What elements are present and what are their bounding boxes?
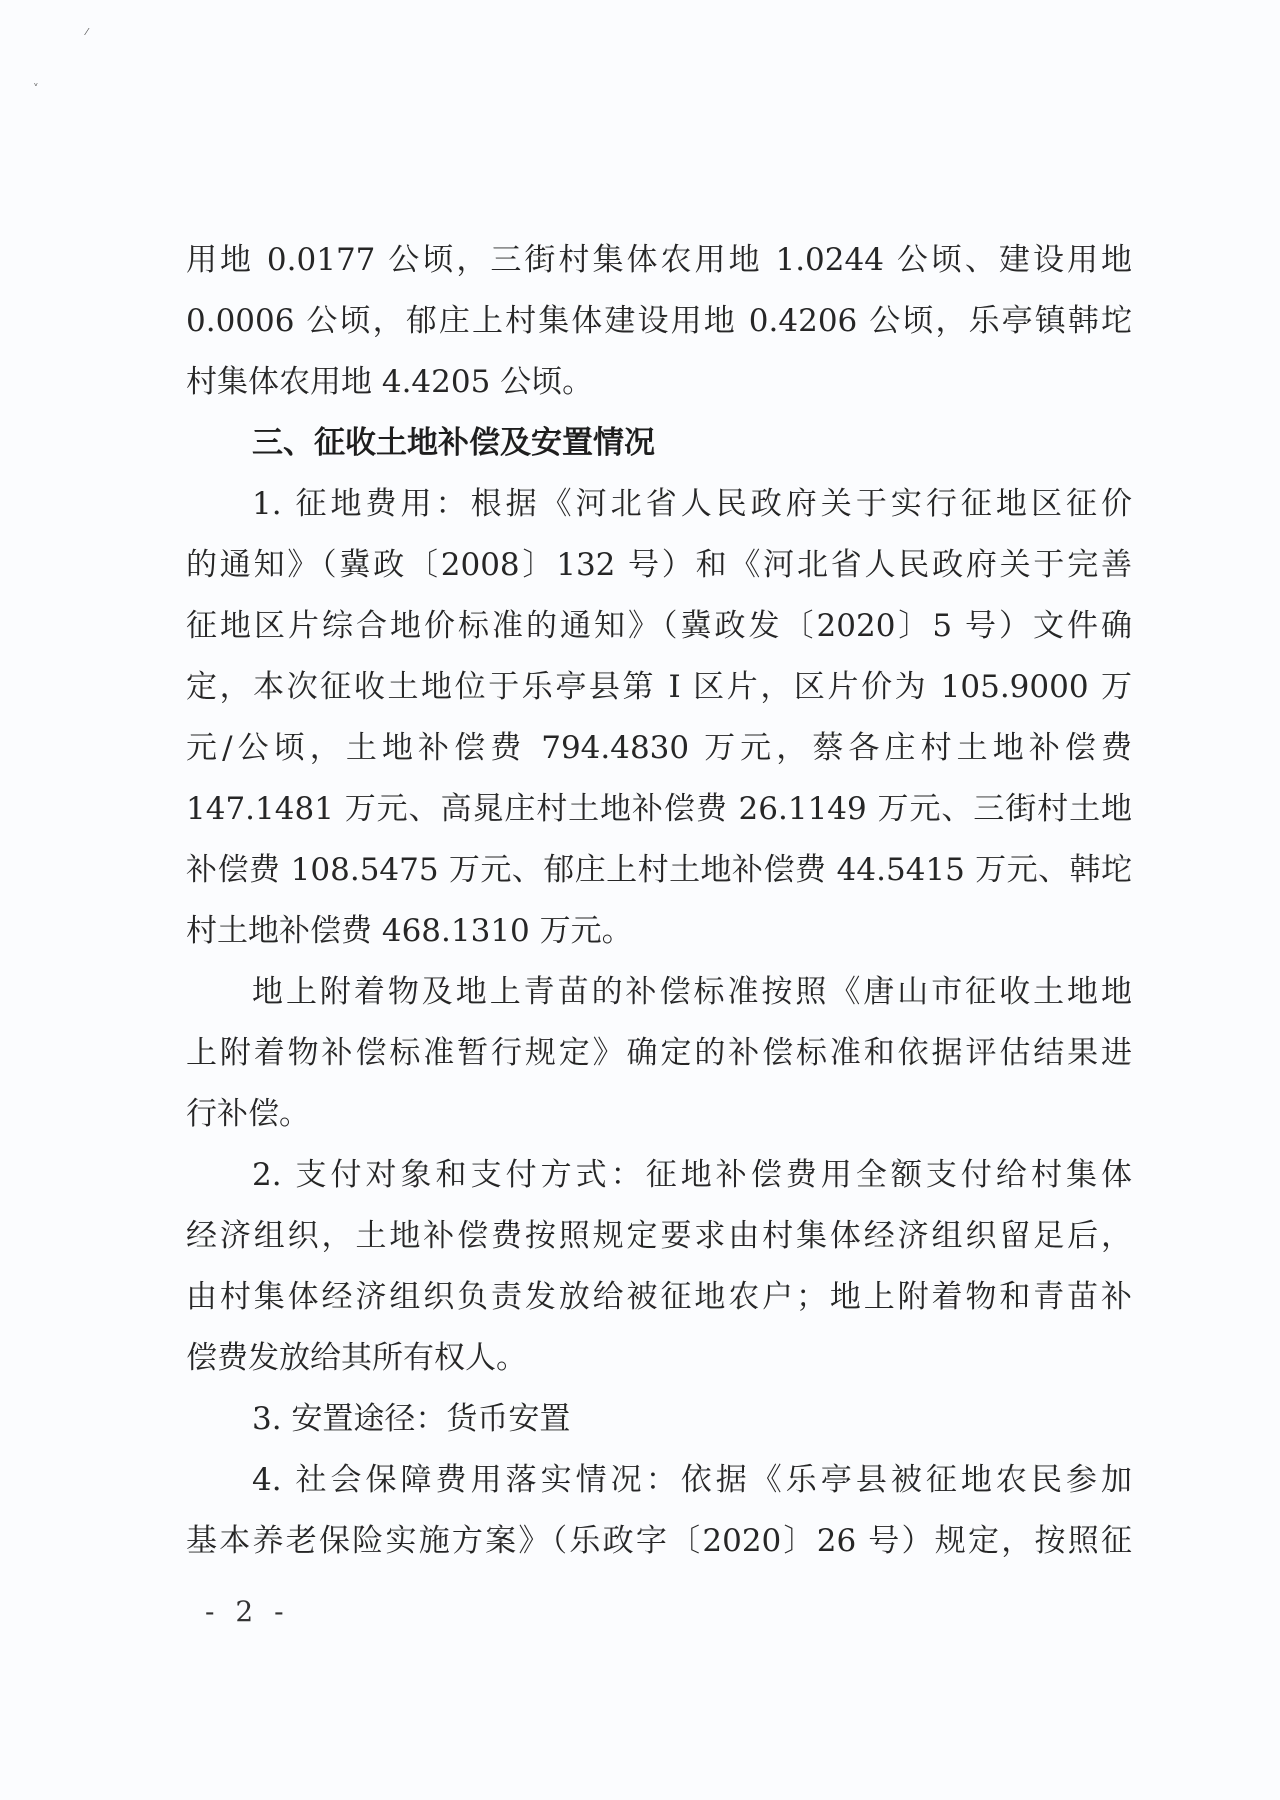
text-line: 4. 社会保障费用落实情况：依据《乐亭县被征地农民参加 [252,1462,1132,1498]
text-line: 偿费发放给其所有权人。 [186,1340,527,1376]
text-line: 经济组织，土地补偿费按照规定要求由村集体经济组织留足后， [186,1218,1132,1254]
text-line: 基本养老保险实施方案》（乐政字〔2020〕26 号）规定，按照征 [186,1523,1132,1559]
page-number: - 2 - [205,1595,290,1628]
text-line: 地上附着物及地上青苗的补偿标准按照《唐山市征收土地地 [252,974,1132,1010]
text-line: 定，本次征收土地位于乐亭县第 I 区片，区片价为 105.9000 万 [186,669,1132,705]
text-line: 用地 0.0177 公顷，三街村集体农用地 1.0244 公顷、建设用地 [186,242,1132,278]
scan-artifact-mark: ᵥ [34,78,39,89]
text-line: 0.0006 公顷，郁庄上村集体建设用地 0.4206 公顷，乐亭镇韩坨 [186,303,1132,339]
text-line: 村集体农用地 4.4205 公顷。 [186,364,594,400]
text-line: 147.1481 万元、高晁庄村土地补偿费 26.1149 万元、三街村土地 [186,791,1132,827]
text-line: 村土地补偿费 468.1310 万元。 [186,913,633,949]
text-line: 3. 安置途径：货币安置 [252,1401,571,1437]
text-line: 2. 支付对象和支付方式：征地补偿费用全额支付给村集体 [252,1157,1132,1193]
text-line: 由村集体经济组织负责发放给被征地农户；地上附着物和青苗补 [186,1279,1132,1315]
text-line: 元/公顷，土地补偿费 794.4830 万元，蔡各庄村土地补偿费 [186,730,1132,766]
text-line: 行补偿。 [186,1096,310,1132]
text-line: 1. 征地费用：根据《河北省人民政府关于实行征地区征价 [252,486,1132,522]
text-line: 的通知》（冀政〔2008〕132 号）和《河北省人民政府关于完善 [186,547,1132,583]
text-line: 补偿费 108.5475 万元、郁庄上村土地补偿费 44.5415 万元、韩坨 [186,852,1132,888]
text-line: 上附着物补偿标准暂行规定》确定的补偿标准和依据评估结果进 [186,1035,1132,1071]
scan-artifact-mark: ⁄ [86,27,88,38]
text-line: 征地区片综合地价标准的通知》（冀政发〔2020〕5 号）文件确 [186,608,1132,644]
section-heading: 三、征收土地补偿及安置情况 [252,425,655,461]
document-body [186,230,1132,1572]
